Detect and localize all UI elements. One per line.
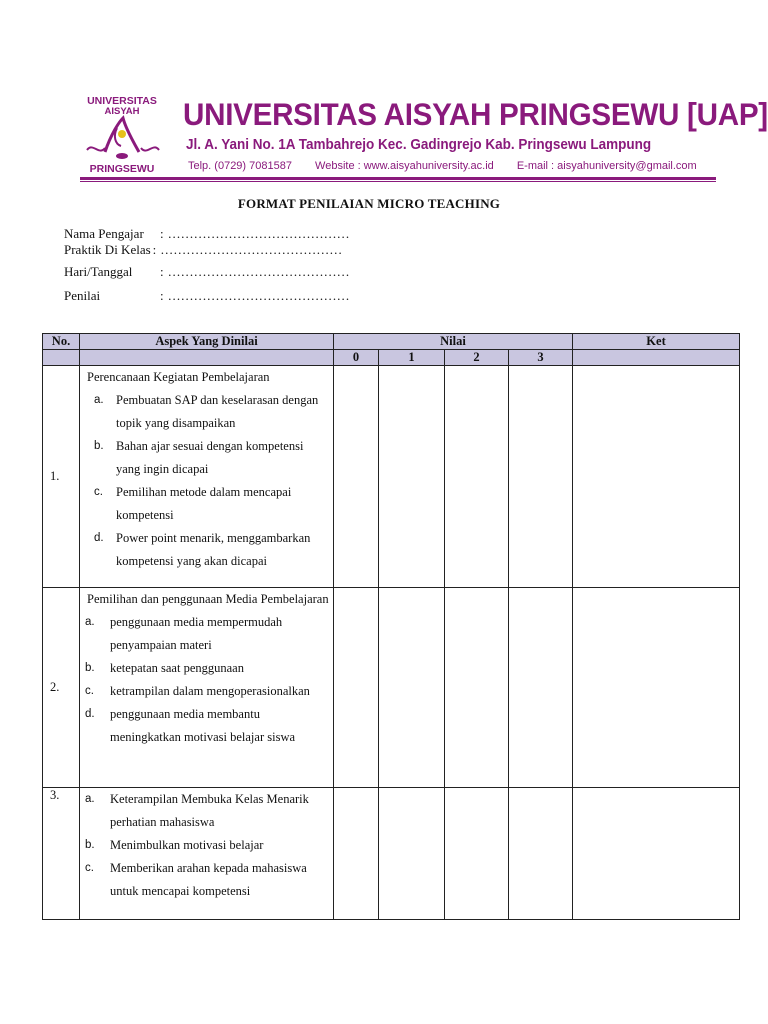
score-col-2: 2 — [445, 350, 509, 366]
logo-text-top: UNIVERSITAS — [87, 95, 157, 107]
aspect-cell — [80, 588, 334, 788]
aspect-list — [85, 389, 329, 573]
score-cell[interactable] — [509, 366, 573, 588]
header-no: No. — [43, 334, 80, 350]
score-cell[interactable] — [379, 788, 445, 920]
logo-text-bottom: PRINGSEWU — [89, 163, 155, 175]
list-item: a. Pembuatan SAP dan keselarasan dengan topik yang disampaikan — [94, 393, 319, 430]
info-nama-pengajar: Nama Pengajar : …………………………………… — [64, 226, 350, 241]
website: Website : www.aisyahuniversity.ac.id — [315, 160, 494, 172]
list-item: a. Keterampilan Membuka Kelas Menarik perhatian mahasiswa — [85, 792, 309, 829]
score-cell[interactable] — [445, 788, 509, 920]
score-col-1: 1 — [379, 350, 445, 366]
row-number: 2. — [43, 588, 80, 788]
row-number: 1. — [43, 366, 80, 588]
university-address: Jl. A. Yani No. 1A Tambahrejo Kec. Gadingrejo Kab. Pringsewu Lampung — [186, 136, 652, 153]
info-label: Penilai — [64, 288, 101, 303]
table-row — [43, 588, 740, 788]
logo-text-mid: AISYAH — [104, 106, 140, 117]
table-row — [43, 788, 740, 920]
header-aspect: Aspek Yang Dinilai — [80, 334, 334, 350]
aspect-list — [85, 788, 329, 903]
list-item: c. Pemilihan metode dalam mencapai kompetensi — [94, 485, 292, 522]
info-hari-tanggal: Hari/Tanggal : …………………………………… — [64, 264, 350, 279]
list-item: c. ketrampilan dalam mengoperasionalkan — [85, 684, 310, 698]
info-label: Hari/Tanggal — [64, 264, 133, 279]
document-title: FORMAT PENILAIAN MICRO TEACHING — [237, 196, 501, 211]
info-blank: …………………………………… — [167, 288, 350, 303]
aspect-list — [85, 611, 329, 749]
score-cell[interactable] — [334, 588, 379, 788]
letterhead-rule — [80, 177, 716, 180]
assessment-table — [42, 333, 740, 920]
note-cell[interactable] — [573, 788, 740, 920]
list-item: a. penggunaan media mempermudah penyampaian materi — [85, 615, 283, 652]
info-label: Praktik Di Kelas — [64, 242, 151, 257]
letterhead-rule-thin — [80, 181, 716, 182]
score-cell[interactable] — [334, 788, 379, 920]
score-cell[interactable] — [379, 366, 445, 588]
table-subheader-row — [43, 350, 740, 366]
header-note: Ket — [573, 334, 740, 350]
list-item: d. penggunaan media membantu meningkatkan motivasi belajar siswa — [85, 707, 296, 744]
phone: Telp. (0729) 7081587 — [188, 160, 292, 172]
row-number: 3. — [43, 788, 80, 920]
table-row — [43, 366, 740, 588]
header-score: Nilai — [334, 334, 573, 350]
score-cell[interactable] — [509, 588, 573, 788]
email: E-mail : aisyahuniversity@gmail.com — [516, 160, 697, 172]
aspect-cell — [80, 366, 334, 588]
subheader-empty — [80, 350, 334, 366]
aspect-cell — [80, 788, 334, 920]
score-cell[interactable] — [509, 788, 573, 920]
list-item: b. Menimbulkan motivasi belajar — [85, 838, 264, 852]
aspect-title: Pemilihan dan penggunaan Media Pembelajaran — [87, 592, 329, 606]
info-blank: …………………………………… — [160, 242, 343, 257]
subheader-empty — [573, 350, 740, 366]
subheader-empty — [43, 350, 80, 366]
score-col-0: 0 — [334, 350, 379, 366]
note-cell[interactable] — [573, 588, 740, 788]
university-logo — [77, 94, 167, 176]
score-cell[interactable] — [445, 366, 509, 588]
university-contact — [188, 160, 717, 172]
info-blank: …………………………………… — [167, 226, 350, 241]
university-name: UNIVERSITAS AISYAH PRINGSEWU [UAP] — [183, 96, 768, 132]
score-cell[interactable] — [379, 588, 445, 788]
score-cell[interactable] — [445, 588, 509, 788]
info-praktik-di-kelas: Praktik Di Kelas : …………………………………… — [64, 242, 343, 257]
score-col-3: 3 — [509, 350, 573, 366]
aspect-title: Perencanaan Kegiatan Pembelajaran — [87, 370, 270, 384]
table-header-row — [43, 334, 740, 350]
info-label: Nama Pengajar — [64, 226, 144, 241]
list-item: b. Bahan ajar sesuai dengan kompetensi yang ingin dicapai — [94, 439, 304, 476]
list-item: d. Power point menarik, menggambarkan kompetensi yang akan dicapai — [94, 531, 311, 568]
list-item: b. ketepatan saat penggunaan — [85, 661, 244, 675]
score-cell[interactable] — [334, 366, 379, 588]
note-cell[interactable] — [573, 366, 740, 588]
info-blank: …………………………………… — [167, 264, 350, 279]
list-item: c. Memberikan arahan kepada mahasiswa untuk mencapai kompetensi — [85, 861, 307, 898]
info-penilai: Penilai : …………………………………… — [64, 288, 350, 303]
